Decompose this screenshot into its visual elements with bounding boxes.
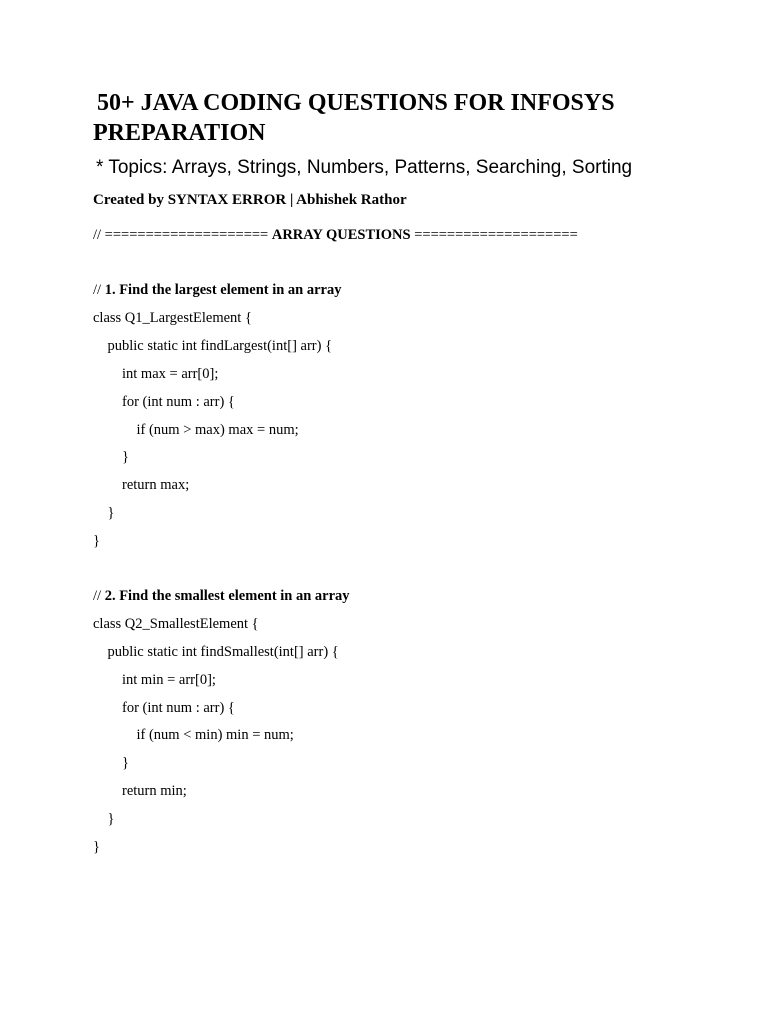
title-line-2: PREPARATION <box>93 120 266 146</box>
section-header <box>93 226 578 244</box>
section-header-prefix: // ==================== <box>93 227 272 243</box>
code-line: } <box>93 839 100 855</box>
code-line: public static int findSmallest(int[] arr) { <box>93 644 339 660</box>
code-line: for (int num : arr) { <box>93 700 235 716</box>
section-header-label: ARRAY QUESTIONS <box>271 227 411 243</box>
q2-comment-prefix: // <box>93 588 105 604</box>
code-line: public static int findLargest(int[] arr) { <box>93 338 333 354</box>
code-line: class Q1_LargestElement { <box>93 310 252 326</box>
code-line: } <box>93 449 129 465</box>
code-line: if (num < min) min = num; <box>93 727 294 743</box>
q2-heading <box>93 587 350 605</box>
code-line: return max; <box>93 477 190 493</box>
q2-heading-text: 2. Find the smallest element in an array <box>104 588 350 604</box>
topics-line: * Topics: Arrays, Strings, Numbers, Patterns, Searching, Sorting <box>96 157 633 178</box>
code-line: } <box>93 505 115 521</box>
code-line: for (int num : arr) { <box>93 394 235 410</box>
code-line: int max = arr[0]; <box>93 366 219 382</box>
code-line: int min = arr[0]; <box>93 672 216 688</box>
document-title <box>93 88 733 148</box>
title-line-1: 50+ JAVA CODING QUESTIONS FOR INFOSYS <box>97 90 615 116</box>
code-line: } <box>93 533 100 549</box>
author-credit: Created by SYNTAX ERROR | Abhishek Rathor <box>93 192 407 208</box>
code-line: } <box>93 755 129 771</box>
code-line: return min; <box>93 783 187 799</box>
section-header-suffix: ==================== <box>410 227 578 243</box>
q1-heading-text: 1. Find the largest element in an array <box>104 282 342 298</box>
q1-heading <box>93 281 342 299</box>
code-line: } <box>93 811 115 827</box>
code-line: if (num > max) max = num; <box>93 422 299 438</box>
q1-comment-prefix: // <box>93 282 105 298</box>
code-line: class Q2_SmallestElement { <box>93 616 259 632</box>
